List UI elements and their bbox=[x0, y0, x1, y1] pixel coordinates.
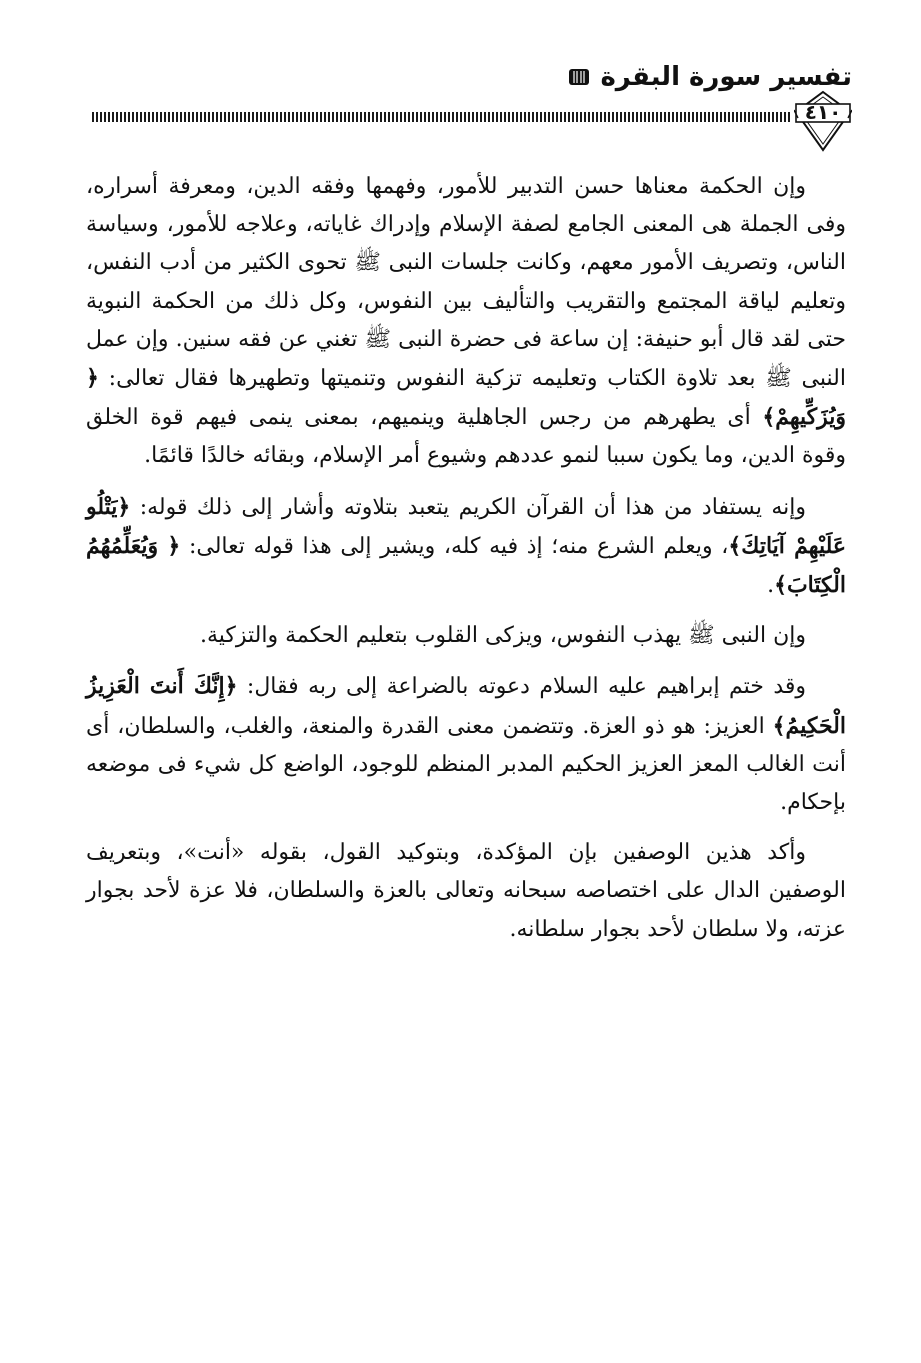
quran-verse: ﴿يَتْلُو عَلَيْهِمْ آيَاتِكَ﴾ bbox=[86, 493, 846, 559]
page-header bbox=[92, 56, 852, 156]
running-title-text: تفسير سورة البقرة bbox=[600, 62, 852, 92]
quran-verse: ﴿ وَيُعَلِّمُهُمُ الْكِتَابَ﴾ bbox=[86, 532, 846, 599]
text-run: وقد ختم إبراهيم عليه السلام دعوته بالضراعة إلى ربه فقال: bbox=[237, 674, 807, 700]
paragraph bbox=[86, 488, 846, 606]
paragraph bbox=[86, 834, 846, 949]
text-run: العزيز: هو ذو العزة. وتتضمن معنى القدرة والمنعة، والغلب، والسلطان، أى أنت الغالب المعز العزيز الحكيم المدبر المنظم للوجود، الواضع كل شيء فى موضعه بإحكام. bbox=[86, 713, 846, 816]
quran-verse: ﴿ وَيُزَكِّيهِمْ﴾ bbox=[86, 365, 846, 431]
text-run: وإن النبى ﷺ يهذب النفوس، ويزكى القلوب بتعليم الحكمة والتزكية. bbox=[200, 623, 806, 649]
paragraph bbox=[86, 617, 846, 655]
header-rule bbox=[92, 112, 792, 122]
text-run: وإن الحكمة معناها حسن التدبير للأمور، وفهمها وفقه الدين، ومعرفة أسراره، وفى الجملة هى المعنى الجامع لصفة الإسلام وإدراك غاياته، وعلاجه للأمور، وسياسة الناس، وتصريف الأمور معهم، وكانت جلسات النبى ﷺ تحوى الكثير من أدب النفس، وتعليم لياقة المجتمع والتقريب والتأليف بين النفوس، وكل ذلك من الحكمة النبوية حتى لقد قال أبو حنيفة: إن ساعة فى حضرة النبى ﷺ تغني عن فقه سنين. وإن عمل النبى ﷺ بعد تلاوة الكتاب وتعليمه تزكية النفوس وتنميتها وتطهيرها فقال تعالى: bbox=[86, 174, 846, 392]
page-number-badge bbox=[794, 88, 852, 154]
page-number: ٤١٠ bbox=[804, 100, 842, 124]
text-run: أى يطهرهم من رجس الجاهلية وينميهم، بمعنى ينمى فيهم قوة الخلق وقوة الدين، وما يكون سببا لنمو عددهم وشيوع أمر الإسلام، وبقائه خالدًا قائمًا. bbox=[86, 405, 846, 469]
text-run: وإنه يستفاد من هذا أن القرآن الكريم يتعبد بتلاوته وأشار إلى ذلك قوله: bbox=[130, 494, 806, 520]
text-run: . bbox=[767, 573, 775, 599]
book-ornament-icon bbox=[568, 67, 590, 87]
paragraph bbox=[86, 667, 846, 822]
body-text bbox=[86, 168, 846, 961]
paragraph bbox=[86, 168, 846, 476]
text-run: وأكد هذين الوصفين بإن المؤكدة، وبتوكيد القول، بقوله «أنت»، وبتعريف الوصفين الدال على اختصاصه سبحانه وتعالى بالعزة والسلطان، فلا عزة لأحد بجوار عزته، ولا سلطان لأحد بجوار سلطانه. bbox=[86, 840, 846, 942]
quran-verse: ﴿إِنَّكَ أَنتَ الْعَزِيزُ الْحَكِيمُ﴾ bbox=[86, 673, 846, 739]
text-run: ، ويعلم الشرع منه؛ إذ فيه كله، ويشير إلى هذا قوله تعالى: bbox=[180, 533, 729, 559]
